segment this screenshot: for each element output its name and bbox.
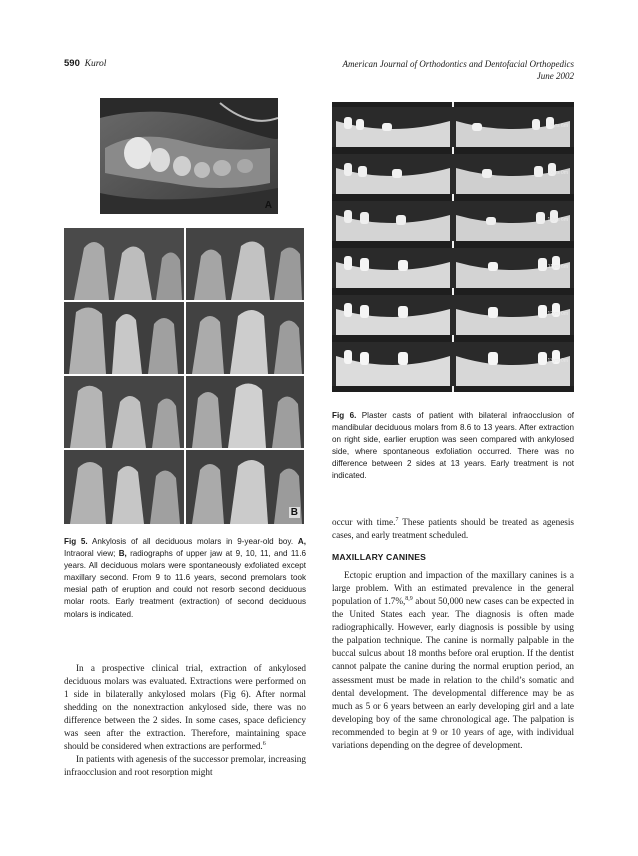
intraoral-photo-image bbox=[100, 98, 278, 214]
left-paragraph-1-text: In a prospective clinical trial, extraction of ankylosed deciduous molars was evaluated. Extractions were performed on 1 side in bilaterally ankylosed molars (Fig 6). After normal shedding on the nonextraction ankylosed side, there was no difference between the 2 sides. In some cases, space deficiency was seen after the extraction. Therefore, maintaining space should be considered when extractions are performed. bbox=[64, 663, 306, 752]
figure5-caption-a: A, bbox=[297, 537, 306, 546]
cast-row-2 bbox=[332, 154, 574, 194]
reference-6: 6 bbox=[262, 741, 266, 748]
age-label-6: 13yrs 0m bbox=[547, 358, 568, 364]
radiograph-11-6yrs-right bbox=[186, 450, 304, 524]
radiograph-11yrs-right bbox=[186, 376, 304, 448]
left-paragraph-2: In patients with agenesis of the successor premolar, increasing infraocclusion and root resorption might bbox=[64, 754, 306, 778]
reference-7: 7 bbox=[395, 516, 399, 523]
journal-name: American Journal of Orthodontics and Dentofacial Orthopedics bbox=[342, 59, 574, 69]
right-paragraph-text-b: about 50,000 new cases can be expected in the United States each year. The diagnosis is often made radiographically. However, early diagnosis is possible by using the palpation technique. The canine is normally palpable in the buccal sulcus about 18 months before oral eruption. If the dentist cannot palpate the canine during the normal eruption period, an assessment must be made in relation to the child’s somatic and dental development. The developmental difference may be as much as 5 or 6 years between an early developing girl and a late developing boy of the same chronological age. The palpation is recommended to begin at 9 or 10 years of age, with individual variations depending on the degree of development. bbox=[332, 596, 574, 750]
cast-row-6 bbox=[332, 342, 574, 386]
age-label-5: 12yrs 0m bbox=[547, 311, 568, 317]
section-heading-maxillary-canines: MAXILLARY CANINES bbox=[332, 552, 427, 563]
radiograph-9yrs-left bbox=[64, 228, 184, 300]
right-continuation-text-1: occur with time. bbox=[332, 517, 396, 527]
cast-row-3 bbox=[332, 201, 574, 241]
left-paragraph-1 bbox=[64, 662, 306, 753]
right-paragraph-text-a: Ectopic eruption and impaction of the maxillary canines is a large problem. With an estimated prevalence in the general population of 1.7%, bbox=[332, 570, 574, 607]
figure5-caption-label: Fig 5. bbox=[64, 537, 88, 546]
right-column-body bbox=[332, 516, 574, 752]
panel-a-label: A bbox=[264, 200, 272, 211]
radiograph-9yrs-right bbox=[186, 228, 304, 300]
figure5-caption-rest: radiographs of upper jaw at 9, 10, 11, and 11.6 years. All deciduous molars were spontaneously exfoliated except maxillary second. From 9 to 11.6 years, second premolars took mesial path of eruption and could not resorb second deciduous molar roots. Early treatment (extraction) of second deciduous molars is indicated. bbox=[64, 549, 306, 619]
age-label-2: 10yrs 0m bbox=[547, 170, 568, 176]
figure5-caption-b: B, bbox=[118, 549, 127, 559]
figure5-caption-mid: Intraoral view; bbox=[64, 549, 119, 559]
figure5-panel-b-radiographs bbox=[64, 228, 304, 524]
cast-row-1 bbox=[332, 107, 574, 147]
radiograph-10yrs-left bbox=[64, 302, 184, 374]
age-label-3: 10yrs 6m bbox=[547, 217, 568, 223]
figure5-caption-text: Ankylosis of all deciduous molars in 9-year-old boy. bbox=[87, 537, 298, 546]
figure6-plaster-casts bbox=[332, 102, 574, 392]
left-column-body bbox=[64, 662, 306, 779]
figure6-caption-label: Fig 6. bbox=[332, 411, 357, 420]
right-paragraph-maxillary bbox=[332, 569, 574, 752]
panel-b-label: B bbox=[290, 507, 298, 518]
age-label-1: 8yrs 6m bbox=[550, 123, 568, 129]
age-label-4: 11yrs 6m bbox=[547, 264, 568, 270]
radiograph-11-6yrs-left bbox=[64, 450, 184, 524]
page-number: 590 bbox=[64, 58, 80, 69]
right-continuation-paragraph bbox=[332, 516, 574, 542]
reference-8-9: 8,9 bbox=[405, 596, 413, 603]
cast-row-4 bbox=[332, 248, 574, 288]
running-header-left bbox=[64, 58, 106, 69]
figure5-caption bbox=[64, 536, 306, 621]
radiograph-10yrs-right bbox=[186, 302, 304, 374]
figure5-panel-a-photo bbox=[100, 98, 278, 214]
right-continuation-text-2: These patients should be treated as agenesis cases, and early treatment scheduled. bbox=[332, 517, 574, 541]
running-header-right bbox=[274, 58, 574, 82]
figure6-caption-text: Plaster casts of patient with bilateral infraocclusion of mandibular deciduous molars from 8.6 to 13 years. After extraction on right side, earlier eruption was seen compared with ankylosed side, where spontaneous exfoliation occurred. There was no difference between 2 sides at 13 years. Early treatment is not indicated. bbox=[332, 411, 574, 481]
figure6-caption bbox=[332, 410, 574, 483]
cast-row-5 bbox=[332, 295, 574, 335]
author-name: Kurol bbox=[84, 59, 107, 69]
issue-date: June 2002 bbox=[536, 71, 574, 81]
radiograph-11yrs-left bbox=[64, 376, 184, 448]
